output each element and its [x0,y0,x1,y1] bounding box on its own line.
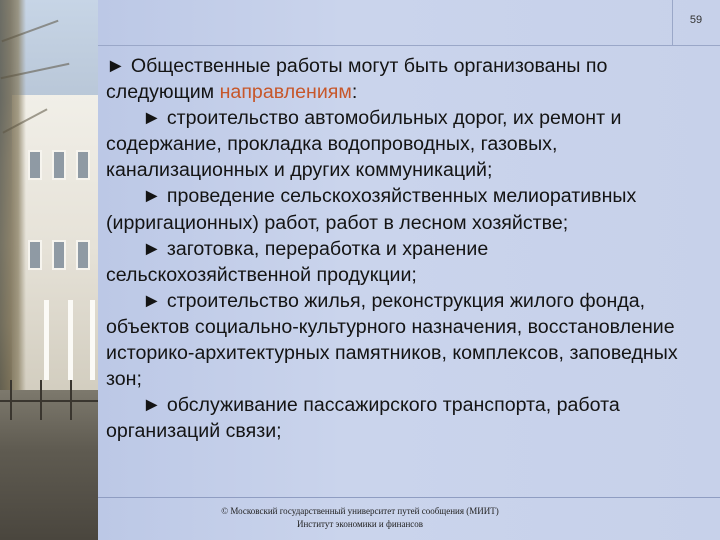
list-item: ► обслуживание пассажирского транспорта, работа организаций связи; [106,394,620,443]
intro-highlight: направлениям [219,81,352,104]
list-item: ► заготовка, переработка и хранение сельскохозяйственной продукции; [106,237,489,286]
column [90,300,95,380]
list-item: ► строительство жилья, реконструкция жилого фонда, объектов социально-культурного назначения, восстановление историко-архитектурных памятников, комплексов, заповедных зон; [106,289,678,391]
fence [0,400,98,402]
window [76,150,90,180]
slide-footer [160,505,560,531]
slide-number: 59 [689,14,703,26]
footer-copyright: © Московский государственный университет путей сообщения (МИИТ) [221,506,499,516]
window [52,150,66,180]
fence-post [40,380,42,420]
intro-paragraph [106,53,696,105]
fence-post [70,380,72,420]
list-item: ► проведение сельскохозяйственных мелиоративных (ирригационных) работ, работ в лесном хозяйстве; [106,185,637,234]
slide-body [106,53,696,444]
fence-post [10,380,12,420]
building-photo [0,0,98,540]
tree-trunk [0,0,26,430]
window [28,240,42,270]
intro-colon: : [351,81,358,104]
header-vertical-divider [672,0,673,45]
window [28,150,42,180]
ground [0,390,98,540]
column [44,300,49,380]
footer-institute: Институт экономики и финансов [296,519,424,529]
intro-text: ► Общественные работы могут быть организованы по следующим [106,55,608,104]
window [52,240,66,270]
list-item: ► строительство автомобильных дорог, их ремонт и содержание, прокладка водопроводных, газовых, канализационных и других коммуникаций; [106,107,622,182]
window [76,240,90,270]
header-divider [98,45,720,46]
column [68,300,73,380]
footer-divider [98,497,720,498]
